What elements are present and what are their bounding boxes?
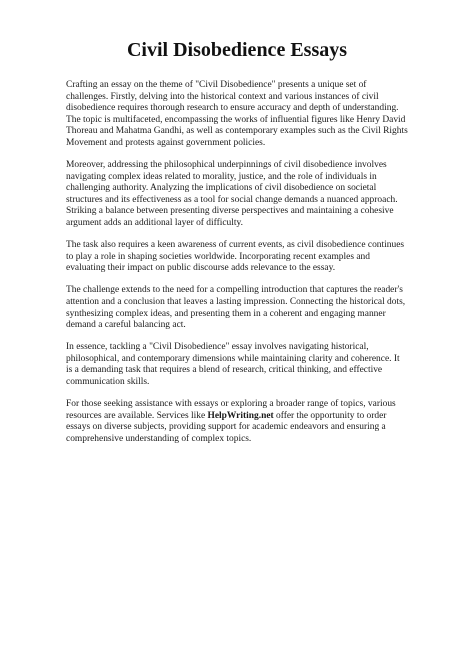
paragraph-essence: In essence, tackling a "Civil Disobedience" essay involves navigating historical, philosophical, and contemporary dimensions while maintaining clarity and coherence. It is a demanding task that requires a blend of research, critical thinking, and effective communication skills. xyxy=(66,342,400,388)
closing-text-before: For those seeking assistance with essays or exploring a broader range of topics, various resources are available. Services like xyxy=(66,399,396,421)
brand-name: HelpWriting.net xyxy=(207,410,274,421)
paragraph-philosophy: Moreover, addressing the philosophical underpinnings of civil disobedience involves navigating complex ideas related to morality, justice, and the role of individuals in challenging authority. Analyzing the implications of civil disobedience on societal structures and its effectiveness as a tool for social change demands a nuanced approach. Striking a balance between presenting diverse perspectives and maintaining a cohesive argument adds an additional layer of difficulty. xyxy=(66,160,398,229)
paragraph-intro: Crafting an essay on the theme of "Civil Disobedience" presents a unique set of challenges. Firstly, delving into the historical context and various instances of civil disobedience requires thorough research to ensure accuracy and depth of understanding. The topic is multifaceted, encompassing the works of influential figures like Henry David Thoreau and Mahatma Gandhi, as well as contemporary examples such as the Civil Rights Movement and protests against government policies. xyxy=(66,80,408,148)
paragraph-current-events: The task also requires a keen awareness of current events, as civil disobedience continues to play a role in shaping societies worldwide. Incorporating recent examples and evaluating their impact on public discourse adds relevance to the essay. xyxy=(66,240,405,274)
page-title: Civil Disobedience Essays xyxy=(126,39,348,61)
paragraph-closing xyxy=(66,399,408,445)
closing-text-after: offer the opportunity to order essays on diverse subjects, providing support for academic endeavors and ensuring a comprehensive understanding of complex topics. xyxy=(66,410,387,444)
paragraph-introduction-conclusion: The challenge extends to the need for a compelling introduction that captures the reader's attention and a conclusion that leaves a lasting impression. Connecting the historical dots, synthesizing complex ideas, and presenting them in a coherent and engaging manner demand a careful balancing act. xyxy=(66,285,406,331)
